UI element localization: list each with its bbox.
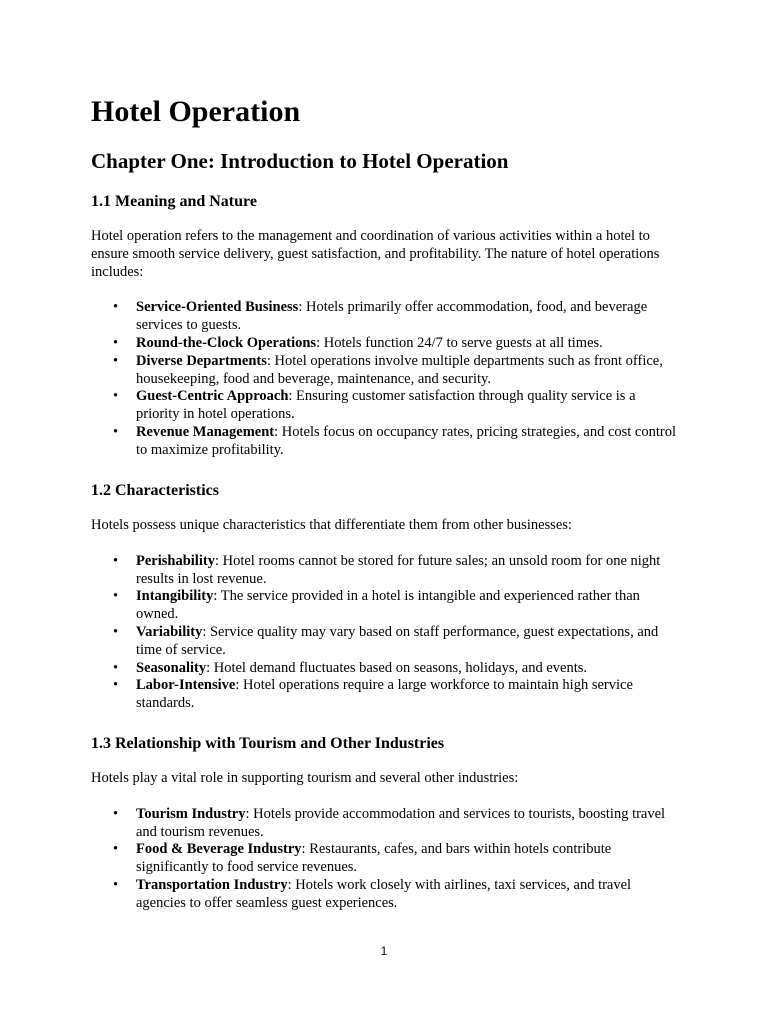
item-text: : Hotel demand fluctuates based on seasons, holidays, and events. (206, 659, 588, 676)
item-term: Perishability (136, 552, 215, 569)
section-characteristics (91, 481, 681, 713)
item-term: Tourism Industry (136, 805, 246, 822)
bullet-icon: • (113, 876, 119, 893)
list-item (91, 877, 681, 913)
item-term: Intangibility (136, 588, 214, 605)
list-item (91, 299, 681, 335)
list-item (91, 677, 681, 713)
list-item (91, 424, 681, 460)
section-heading: 1.1 Meaning and Nature (91, 193, 257, 210)
list-item (91, 553, 681, 589)
item-term: Guest-Centric Approach (136, 388, 289, 405)
chapter-title: Chapter One: Introduction to Hotel Operation (91, 149, 509, 173)
item-term: Round-the-Clock Operations (136, 334, 317, 351)
item-text: : Restaurants, cafes, and bars within hotels contribute significantly to food service revenues. (136, 841, 612, 876)
item-term: Service-Oriented Business (136, 299, 299, 316)
list-item (91, 388, 681, 424)
list-item (91, 841, 681, 877)
bullet-icon: • (113, 659, 119, 676)
item-text: : Service quality may vary based on staff performance, guest expectations, and time of service. (136, 623, 659, 658)
section-meaning-and-nature (91, 192, 681, 460)
item-text: : Ensuring customer satisfaction through quality service is a priority in hotel operations. (136, 388, 636, 423)
item-term: Diverse Departments (136, 352, 267, 369)
bullet-list (91, 299, 681, 459)
bullet-icon: • (113, 805, 119, 822)
item-term: Food & Beverage Industry (136, 841, 302, 858)
item-term: Seasonality (136, 659, 207, 676)
list-item (91, 588, 681, 624)
item-text: : The service provided in a hotel is intangible and experienced rather than owned. (136, 588, 640, 623)
item-text: : Hotels primarily offer accommodation, food, and beverage services to guests. (136, 299, 648, 334)
item-text: : Hotels function 24/7 to serve guests at all times. (316, 334, 603, 351)
section-intro: Hotels play a vital role in supporting tourism and several other industries: (91, 770, 519, 786)
bullet-icon: • (113, 388, 119, 405)
section-heading: 1.2 Characteristics (91, 482, 219, 499)
bullet-icon: • (113, 552, 119, 569)
item-text: : Hotels focus on occupancy rates, pricing strategies, and cost control to maximize profitability. (136, 423, 676, 458)
bullet-icon: • (113, 423, 119, 440)
bullet-icon: • (113, 841, 119, 858)
bullet-icon: • (113, 588, 119, 605)
item-term: Transportation Industry (136, 876, 288, 893)
bullet-icon: • (113, 334, 119, 351)
document-title: Hotel Operation (91, 95, 301, 128)
item-term: Labor-Intensive (136, 677, 236, 694)
bullet-list (91, 806, 681, 913)
item-text: : Hotel rooms cannot be stored for future sales; an unsold room for one night results in lost revenue. (136, 552, 661, 587)
section-heading: 1.3 Relationship with Tourism and Other Industries (91, 735, 445, 752)
section-relationship-with-tourism (91, 734, 681, 913)
list-item (91, 660, 681, 678)
item-term: Variability (136, 623, 203, 640)
list-item (91, 806, 681, 842)
bullet-list (91, 553, 681, 713)
list-item (91, 624, 681, 660)
item-term: Revenue Management (136, 423, 275, 440)
bullet-icon: • (113, 623, 119, 640)
item-text: : Hotels work closely with airlines, taxi services, and travel agencies to offer seamless guest experiences. (136, 876, 632, 911)
item-text: : Hotel operations involve multiple departments such as front office, housekeeping, food and beverage, maintenance, and security. (136, 352, 663, 387)
page-number: 1 (380, 944, 388, 958)
section-intro: Hotels possess unique characteristics that differentiate them from other businesses: (91, 517, 572, 533)
bullet-icon: • (113, 299, 119, 316)
list-item (91, 335, 681, 353)
item-text: : Hotels provide accommodation and services to tourists, boosting travel and tourism revenues. (136, 805, 666, 840)
item-text: : Hotel operations require a large workforce to maintain high service standards. (136, 677, 633, 712)
bullet-icon: • (113, 677, 119, 694)
section-intro: Hotel operation refers to the management and coordination of various activities within a hotel to ensure smooth service delivery, guest satisfaction, and profitability. The nature of hotel operations includes: (91, 228, 660, 280)
bullet-icon: • (113, 352, 119, 369)
list-item (91, 353, 681, 389)
